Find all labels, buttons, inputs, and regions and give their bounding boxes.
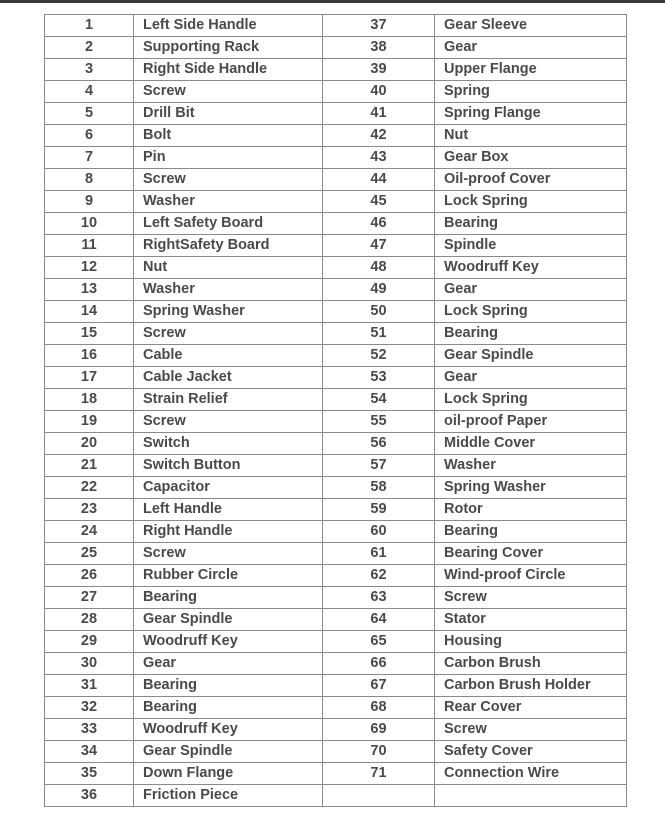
table-row bbox=[45, 587, 627, 609]
part-name-left: Capacitor bbox=[134, 477, 323, 499]
part-number-right: 55 bbox=[323, 411, 435, 433]
part-name-left: Washer bbox=[134, 191, 323, 213]
part-name-right: Spring Washer bbox=[435, 477, 627, 499]
table-row bbox=[45, 213, 627, 235]
table-row bbox=[45, 301, 627, 323]
part-number-right: 50 bbox=[323, 301, 435, 323]
table-row bbox=[45, 345, 627, 367]
part-number-right bbox=[323, 785, 435, 807]
part-name-left: Cable bbox=[134, 345, 323, 367]
table-row bbox=[45, 147, 627, 169]
part-name-left: Nut bbox=[134, 257, 323, 279]
part-number-right: 53 bbox=[323, 367, 435, 389]
part-number-left: 30 bbox=[45, 653, 134, 675]
table-row bbox=[45, 675, 627, 697]
part-name-left: Washer bbox=[134, 279, 323, 301]
table-row bbox=[45, 521, 627, 543]
part-name-right: Screw bbox=[435, 587, 627, 609]
table-row bbox=[45, 741, 627, 763]
part-name-left: Left Handle bbox=[134, 499, 323, 521]
table-row bbox=[45, 257, 627, 279]
part-name-left: Screw bbox=[134, 543, 323, 565]
part-name-right: Gear bbox=[435, 279, 627, 301]
part-name-left: Woodruff Key bbox=[134, 719, 323, 741]
part-number-left: 3 bbox=[45, 59, 134, 81]
part-number-right: 58 bbox=[323, 477, 435, 499]
table-row bbox=[45, 411, 627, 433]
parts-list-body bbox=[45, 15, 627, 807]
part-name-right: Bearing bbox=[435, 521, 627, 543]
part-number-left: 9 bbox=[45, 191, 134, 213]
part-number-right: 51 bbox=[323, 323, 435, 345]
part-number-right: 71 bbox=[323, 763, 435, 785]
part-number-right: 64 bbox=[323, 609, 435, 631]
part-name-left: Spring Washer bbox=[134, 301, 323, 323]
part-number-left: 35 bbox=[45, 763, 134, 785]
table-row bbox=[45, 323, 627, 345]
table-row bbox=[45, 785, 627, 807]
part-number-right: 48 bbox=[323, 257, 435, 279]
part-number-right: 59 bbox=[323, 499, 435, 521]
part-number-left: 12 bbox=[45, 257, 134, 279]
part-number-left: 1 bbox=[45, 15, 134, 37]
part-number-right: 41 bbox=[323, 103, 435, 125]
part-name-right: Spring bbox=[435, 81, 627, 103]
top-rule bbox=[0, 0, 665, 3]
part-number-left: 28 bbox=[45, 609, 134, 631]
table-row bbox=[45, 499, 627, 521]
part-number-right: 67 bbox=[323, 675, 435, 697]
part-name-right: Gear Box bbox=[435, 147, 627, 169]
part-number-left: 20 bbox=[45, 433, 134, 455]
part-name-left: Gear bbox=[134, 653, 323, 675]
part-number-left: 17 bbox=[45, 367, 134, 389]
part-number-left: 19 bbox=[45, 411, 134, 433]
part-number-right: 68 bbox=[323, 697, 435, 719]
table-row bbox=[45, 125, 627, 147]
table-row bbox=[45, 169, 627, 191]
part-name-left: Bearing bbox=[134, 697, 323, 719]
part-number-right: 40 bbox=[323, 81, 435, 103]
part-number-left: 21 bbox=[45, 455, 134, 477]
part-name-left: Screw bbox=[134, 81, 323, 103]
part-name-right: Upper Flange bbox=[435, 59, 627, 81]
part-number-right: 42 bbox=[323, 125, 435, 147]
part-name-left: Cable Jacket bbox=[134, 367, 323, 389]
part-name-right: Housing bbox=[435, 631, 627, 653]
table-row bbox=[45, 719, 627, 741]
part-number-right: 49 bbox=[323, 279, 435, 301]
table-row bbox=[45, 279, 627, 301]
part-name-right: Rear Cover bbox=[435, 697, 627, 719]
part-number-left: 15 bbox=[45, 323, 134, 345]
part-name-right: Washer bbox=[435, 455, 627, 477]
part-name-left: Gear Spindle bbox=[134, 609, 323, 631]
part-name-left: RightSafety Board bbox=[134, 235, 323, 257]
part-name-right: Middle Cover bbox=[435, 433, 627, 455]
part-number-left: 18 bbox=[45, 389, 134, 411]
table-row bbox=[45, 631, 627, 653]
part-name-right: Lock Spring bbox=[435, 191, 627, 213]
part-number-right: 54 bbox=[323, 389, 435, 411]
part-number-right: 62 bbox=[323, 565, 435, 587]
part-name-left: Screw bbox=[134, 323, 323, 345]
part-number-left: 16 bbox=[45, 345, 134, 367]
part-name-left: Down Flange bbox=[134, 763, 323, 785]
part-name-right: oil-proof Paper bbox=[435, 411, 627, 433]
table-row bbox=[45, 697, 627, 719]
part-name-right: Screw bbox=[435, 719, 627, 741]
part-name-right: Nut bbox=[435, 125, 627, 147]
part-number-right: 45 bbox=[323, 191, 435, 213]
part-number-left: 29 bbox=[45, 631, 134, 653]
table-row bbox=[45, 455, 627, 477]
part-number-right: 37 bbox=[323, 15, 435, 37]
table-row bbox=[45, 389, 627, 411]
part-number-left: 14 bbox=[45, 301, 134, 323]
part-name-left: Screw bbox=[134, 411, 323, 433]
part-name-right: Stator bbox=[435, 609, 627, 631]
part-number-left: 25 bbox=[45, 543, 134, 565]
part-number-left: 31 bbox=[45, 675, 134, 697]
table-row bbox=[45, 477, 627, 499]
table-row bbox=[45, 653, 627, 675]
part-number-right: 56 bbox=[323, 433, 435, 455]
part-name-right: Bearing bbox=[435, 323, 627, 345]
part-name-left: Right Handle bbox=[134, 521, 323, 543]
part-number-left: 22 bbox=[45, 477, 134, 499]
part-name-right: Bearing Cover bbox=[435, 543, 627, 565]
table-row bbox=[45, 543, 627, 565]
part-name-right: Carbon Brush Holder bbox=[435, 675, 627, 697]
table-row bbox=[45, 37, 627, 59]
part-number-left: 8 bbox=[45, 169, 134, 191]
part-number-left: 6 bbox=[45, 125, 134, 147]
table-row bbox=[45, 609, 627, 631]
part-name-right: Bearing bbox=[435, 213, 627, 235]
part-number-right: 52 bbox=[323, 345, 435, 367]
part-name-left: Rubber Circle bbox=[134, 565, 323, 587]
part-name-left: Pin bbox=[134, 147, 323, 169]
part-number-right: 65 bbox=[323, 631, 435, 653]
part-name-right: Oil-proof Cover bbox=[435, 169, 627, 191]
part-number-left: 2 bbox=[45, 37, 134, 59]
table-row bbox=[45, 59, 627, 81]
table-row bbox=[45, 565, 627, 587]
part-name-right: Lock Spring bbox=[435, 389, 627, 411]
part-number-right: 69 bbox=[323, 719, 435, 741]
part-number-left: 34 bbox=[45, 741, 134, 763]
part-name-right: Spindle bbox=[435, 235, 627, 257]
part-number-left: 11 bbox=[45, 235, 134, 257]
part-number-left: 26 bbox=[45, 565, 134, 587]
table-row bbox=[45, 81, 627, 103]
part-name-right: Spring Flange bbox=[435, 103, 627, 125]
part-number-left: 23 bbox=[45, 499, 134, 521]
part-name-left: Strain Relief bbox=[134, 389, 323, 411]
part-number-right: 47 bbox=[323, 235, 435, 257]
part-name-right: Lock Spring bbox=[435, 301, 627, 323]
part-number-left: 13 bbox=[45, 279, 134, 301]
part-number-right: 38 bbox=[323, 37, 435, 59]
part-name-left: Switch bbox=[134, 433, 323, 455]
part-name-right: Rotor bbox=[435, 499, 627, 521]
part-name-right bbox=[435, 785, 627, 807]
part-name-right: Safety Cover bbox=[435, 741, 627, 763]
parts-list-table bbox=[44, 14, 627, 807]
part-name-left: Bearing bbox=[134, 587, 323, 609]
part-name-right: Connection Wire bbox=[435, 763, 627, 785]
table-row bbox=[45, 433, 627, 455]
part-number-right: 43 bbox=[323, 147, 435, 169]
part-number-right: 46 bbox=[323, 213, 435, 235]
part-name-right: Gear bbox=[435, 367, 627, 389]
part-name-left: Left Side Handle bbox=[134, 15, 323, 37]
part-name-left: Supporting Rack bbox=[134, 37, 323, 59]
part-name-right: Gear Sleeve bbox=[435, 15, 627, 37]
part-name-left: Drill Bit bbox=[134, 103, 323, 125]
part-name-right: Gear Spindle bbox=[435, 345, 627, 367]
part-number-right: 44 bbox=[323, 169, 435, 191]
part-number-left: 4 bbox=[45, 81, 134, 103]
table-row bbox=[45, 191, 627, 213]
part-number-right: 70 bbox=[323, 741, 435, 763]
part-name-left: Bearing bbox=[134, 675, 323, 697]
part-name-right: Gear bbox=[435, 37, 627, 59]
part-name-left: Left Safety Board bbox=[134, 213, 323, 235]
part-number-left: 24 bbox=[45, 521, 134, 543]
table-row bbox=[45, 235, 627, 257]
part-name-right: Wind-proof Circle bbox=[435, 565, 627, 587]
part-name-left: Gear Spindle bbox=[134, 741, 323, 763]
part-number-left: 10 bbox=[45, 213, 134, 235]
part-number-left: 36 bbox=[45, 785, 134, 807]
table-row bbox=[45, 103, 627, 125]
part-name-left: Friction Piece bbox=[134, 785, 323, 807]
part-number-left: 33 bbox=[45, 719, 134, 741]
part-number-right: 61 bbox=[323, 543, 435, 565]
table-row bbox=[45, 15, 627, 37]
part-number-left: 27 bbox=[45, 587, 134, 609]
part-number-right: 57 bbox=[323, 455, 435, 477]
part-name-left: Bolt bbox=[134, 125, 323, 147]
part-number-left: 32 bbox=[45, 697, 134, 719]
part-name-left: Right Side Handle bbox=[134, 59, 323, 81]
part-number-left: 5 bbox=[45, 103, 134, 125]
part-name-right: Carbon Brush bbox=[435, 653, 627, 675]
part-name-left: Switch Button bbox=[134, 455, 323, 477]
part-number-right: 63 bbox=[323, 587, 435, 609]
part-number-right: 39 bbox=[323, 59, 435, 81]
part-number-right: 66 bbox=[323, 653, 435, 675]
part-name-left: Woodruff Key bbox=[134, 631, 323, 653]
part-number-left: 7 bbox=[45, 147, 134, 169]
table-row bbox=[45, 763, 627, 785]
table-row bbox=[45, 367, 627, 389]
part-name-right: Woodruff Key bbox=[435, 257, 627, 279]
part-number-right: 60 bbox=[323, 521, 435, 543]
part-name-left: Screw bbox=[134, 169, 323, 191]
